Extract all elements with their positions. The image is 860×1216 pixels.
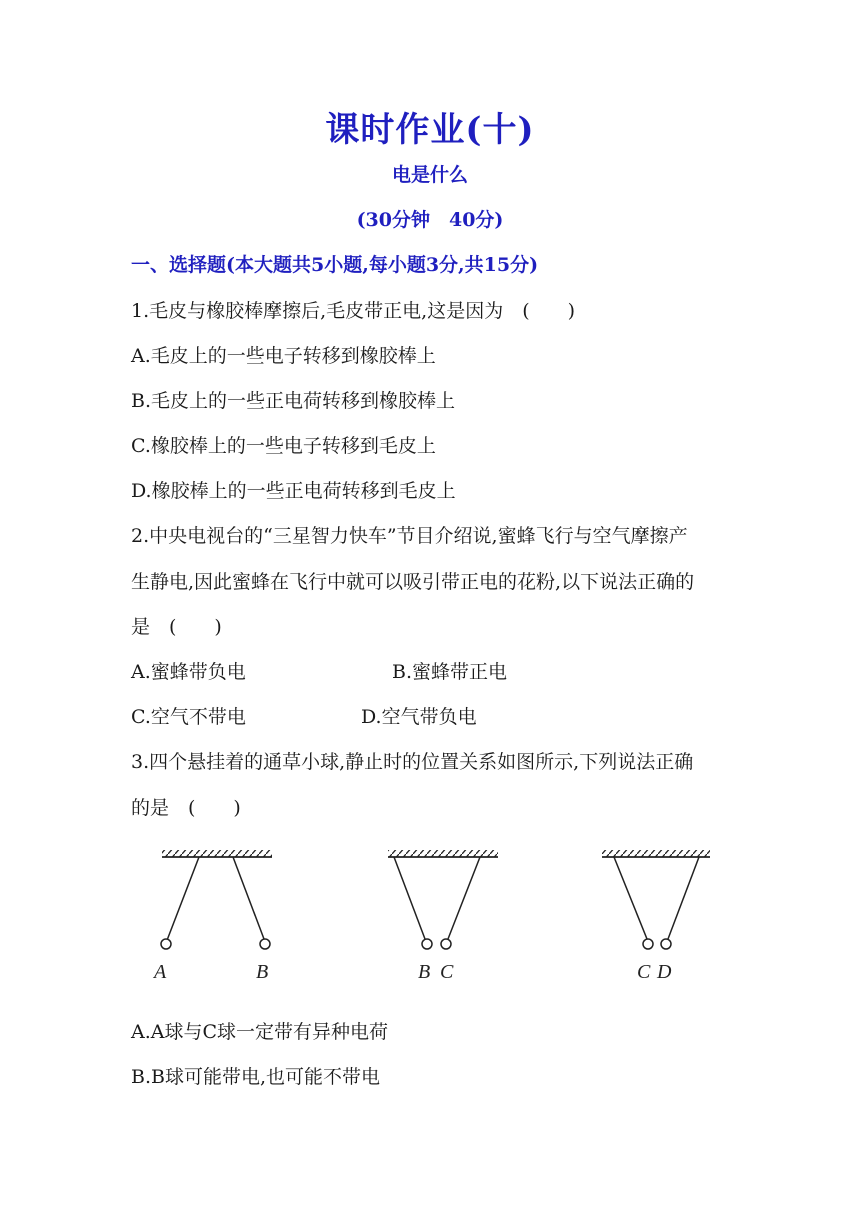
label-b: B	[418, 961, 431, 983]
thread-d	[668, 857, 699, 939]
question-2-stem-line1: 2.中央电视台的“三星智力快车”节目介绍说,蜜蜂飞行与空气摩擦产	[131, 525, 688, 547]
ball-c	[643, 939, 653, 949]
question-3-option-a: A.A球与C球一定带有异种电荷	[131, 1021, 389, 1043]
question-1-option-c: C.橡胶棒上的一些电子转移到毛皮上	[131, 435, 436, 457]
page-subtitle: 电是什么	[391, 164, 468, 186]
figure-group-bc	[388, 850, 498, 983]
label-b: B	[256, 961, 269, 983]
label-c: C	[440, 961, 454, 983]
question-2-stem-line2: 生静电,因此蜜蜂在飞行中就可以吸引带正电的花粉,以下说法正确的	[131, 571, 695, 593]
question-1-stem: 1.毛皮与橡胶棒摩擦后,毛皮带正电,这是因为 ( )	[131, 300, 576, 322]
thread-a	[168, 857, 200, 939]
ball-a	[161, 939, 171, 949]
time-score-info: (30分钟 40分)	[356, 209, 504, 231]
thread-b	[233, 857, 264, 939]
question-2-option-c: C.空气不带电	[131, 706, 246, 728]
page-title: 课时作业(十)	[325, 110, 535, 150]
question-3-option-b: B.B球可能带电,也可能不带电	[131, 1066, 381, 1088]
ball-b	[422, 939, 432, 949]
question-3-stem-line2: 的是 ( )	[131, 797, 241, 819]
question-2-option-a: A.蜜蜂带负电	[131, 661, 246, 683]
ball-d	[661, 939, 671, 949]
label-c: C	[637, 961, 651, 983]
ball-b	[260, 939, 270, 949]
label-d: D	[657, 961, 672, 983]
figure-group-cd	[602, 850, 710, 983]
question-1-option-a: A.毛皮上的一些电子转移到橡胶棒上	[131, 345, 436, 367]
question-2-option-b: B.蜜蜂带正电	[392, 661, 508, 683]
hanging-balls-figure	[0, 838, 860, 988]
thread-c	[448, 857, 480, 939]
question-3-stem-line1: 3.四个悬挂着的通草小球,静止时的位置关系如图所示,下列说法正确	[131, 751, 694, 773]
ceiling-hatch	[162, 850, 272, 857]
thread-b	[394, 857, 425, 939]
question-2-option-d: D.空气带负电	[361, 706, 477, 728]
question-2-stem-line3: 是 ( )	[131, 616, 222, 638]
question-1-option-b: B.毛皮上的一些正电荷转移到橡胶棒上	[131, 390, 456, 412]
question-1-option-d: D.橡胶棒上的一些正电荷转移到毛皮上	[131, 480, 456, 502]
label-a: A	[154, 961, 167, 983]
thread-c	[614, 857, 647, 939]
figure-group-ab	[152, 850, 272, 983]
ball-c	[441, 939, 451, 949]
ceiling-hatch	[388, 850, 498, 857]
section-heading: 一、选择题(本大题共5小题,每小题3分,共15分)	[131, 254, 539, 276]
ceiling-hatch	[602, 850, 710, 857]
